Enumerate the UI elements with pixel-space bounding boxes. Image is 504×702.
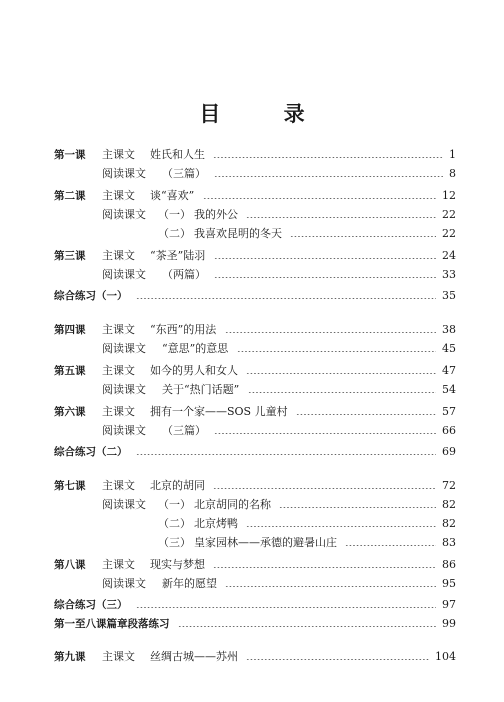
leader-dots — [248, 392, 436, 393]
page-number: 1 — [449, 148, 456, 161]
toc-entry[interactable] — [0, 445, 504, 459]
toc-entry[interactable] — [0, 479, 504, 493]
text-type-label: 阅读课文 — [102, 268, 146, 281]
page-number: 8 — [449, 167, 456, 180]
page-title: 目 录 — [199, 102, 333, 126]
entry-title: 我喜欢昆明的冬天 — [194, 227, 282, 240]
toc-entry[interactable] — [0, 167, 504, 181]
text-type-label: 阅读课文 — [102, 383, 146, 396]
page-number: 95 — [442, 577, 456, 590]
lesson-label: 第三课 — [54, 250, 86, 262]
entry-title: 现实与梦想 — [150, 558, 205, 571]
entry-title: 北京胡同的名称 — [194, 498, 271, 511]
text-type-label: 阅读课文 — [102, 208, 146, 221]
entry-title: 丝绸古城——苏州 — [150, 650, 238, 663]
toc-entry[interactable] — [0, 148, 504, 162]
entry-title: 新年的愿望 — [162, 577, 217, 590]
page-number: 24 — [442, 249, 456, 262]
leader-dots — [214, 176, 443, 177]
lesson-label: 第二课 — [54, 190, 86, 202]
text-type-label: 主课文 — [102, 189, 135, 202]
leader-dots — [136, 298, 436, 299]
text-type-label: 阅读课文 — [102, 577, 146, 590]
page-number: 45 — [442, 342, 456, 355]
lesson-label: 第一课 — [54, 149, 86, 161]
toc-entry[interactable] — [0, 383, 504, 397]
lesson-label: 综合练习（二） — [54, 446, 128, 458]
toc-entry[interactable] — [0, 342, 504, 356]
leader-dots — [246, 373, 436, 374]
entry-title: 皇家园林——承德的避暑山庄 — [194, 536, 337, 549]
toc-entry[interactable] — [0, 617, 504, 631]
sub-index: （一） — [158, 498, 191, 511]
leader-dots — [246, 526, 436, 527]
page-number: 33 — [442, 268, 456, 281]
page-number: 22 — [442, 208, 456, 221]
page-number: 38 — [442, 323, 456, 336]
entry-title: （三篇） — [162, 424, 206, 437]
leader-dots — [214, 277, 436, 278]
toc-entry[interactable] — [0, 208, 504, 222]
leader-dots — [203, 198, 436, 199]
lesson-label: 第九课 — [54, 651, 86, 663]
page-number: 104 — [435, 650, 456, 663]
text-type-label: 主课文 — [102, 323, 135, 336]
leader-dots — [225, 586, 436, 587]
text-type-label: 主课文 — [102, 405, 135, 418]
entry-title: “茶圣”陆羽 — [150, 249, 206, 262]
toc-entry[interactable] — [0, 598, 504, 612]
leader-dots — [290, 236, 436, 237]
page-number: 66 — [442, 424, 456, 437]
toc-entry[interactable] — [0, 650, 504, 664]
entry-title: 谈“喜欢” — [150, 189, 195, 202]
toc-entry[interactable] — [0, 189, 504, 203]
page-number: 47 — [442, 364, 456, 377]
leader-dots — [136, 454, 436, 455]
page-number: 22 — [442, 227, 456, 240]
entry-title: （两篇） — [162, 268, 206, 281]
toc-entry[interactable] — [0, 424, 504, 438]
page-number: 54 — [442, 383, 456, 396]
leader-dots — [213, 157, 443, 158]
leader-dots — [296, 414, 436, 415]
entry-title: 如今的男人和女人 — [150, 364, 238, 377]
page-number: 83 — [442, 536, 456, 549]
page-number: 57 — [442, 405, 456, 418]
toc-entry[interactable] — [0, 517, 504, 531]
leader-dots — [345, 545, 436, 546]
entry-title: 北京的胡同 — [150, 479, 205, 492]
entry-title: “意思”的意思 — [162, 342, 229, 355]
leader-dots — [213, 567, 436, 568]
leader-dots — [246, 217, 436, 218]
toc-entry[interactable] — [0, 577, 504, 591]
page-number: 12 — [442, 189, 456, 202]
toc-entry[interactable] — [0, 289, 504, 303]
lesson-label: 第四课 — [54, 324, 86, 336]
text-type-label: 主课文 — [102, 249, 135, 262]
leader-dots — [178, 626, 436, 627]
sub-index: （二） — [158, 517, 191, 530]
entry-title: “东西”的用法 — [150, 323, 217, 336]
sub-index: （三） — [158, 536, 191, 549]
lesson-label: 综合练习（一） — [54, 290, 128, 302]
text-type-label: 阅读课文 — [102, 424, 146, 437]
entry-title: 关于“热门话题” — [162, 383, 240, 396]
toc-entry[interactable] — [0, 498, 504, 512]
lesson-label: 综合练习（三） — [54, 599, 128, 611]
toc-entry[interactable] — [0, 249, 504, 263]
entry-title: （三篇） — [162, 167, 206, 180]
lesson-label: 第八课 — [54, 559, 86, 571]
toc-entry[interactable] — [0, 323, 504, 337]
page-number: 97 — [442, 598, 456, 611]
toc-entry[interactable] — [0, 405, 504, 419]
page-number: 35 — [442, 289, 456, 302]
toc-entry[interactable] — [0, 558, 504, 572]
toc-entry[interactable] — [0, 268, 504, 282]
text-type-label: 主课文 — [102, 148, 135, 161]
text-type-label: 主课文 — [102, 479, 135, 492]
lesson-label: 第六课 — [54, 406, 86, 418]
text-type-label: 阅读课文 — [102, 167, 146, 180]
lesson-label: 第一至八课篇章段落练习 — [54, 618, 170, 630]
sub-index: （一） — [158, 208, 191, 221]
page-number: 82 — [442, 517, 456, 530]
lesson-label: 第五课 — [54, 365, 86, 377]
text-type-label: 主课文 — [102, 650, 135, 663]
entry-title: 姓氏和人生 — [150, 148, 205, 161]
entry-title: 我的外公 — [194, 208, 238, 221]
text-type-label: 阅读课文 — [102, 498, 146, 511]
page-number: 82 — [442, 498, 456, 511]
text-type-label: 主课文 — [102, 558, 135, 571]
leader-dots — [214, 258, 436, 259]
page-number: 99 — [442, 617, 456, 630]
page-number: 72 — [442, 479, 456, 492]
toc-entry[interactable] — [0, 536, 504, 550]
leader-dots — [237, 351, 436, 352]
sub-index: （二） — [158, 227, 191, 240]
entry-title: 拥有一个家——SOS 儿童村 — [150, 405, 288, 418]
leader-dots — [225, 332, 436, 333]
page-number: 69 — [442, 445, 456, 458]
leader-dots — [214, 433, 436, 434]
text-type-label: 阅读课文 — [102, 342, 146, 355]
leader-dots — [213, 488, 436, 489]
leader-dots — [136, 607, 436, 608]
page-number: 86 — [442, 558, 456, 571]
leader-dots — [279, 507, 436, 508]
entry-title: 北京烤鸭 — [194, 517, 238, 530]
text-type-label: 主课文 — [102, 364, 135, 377]
toc-entry[interactable] — [0, 227, 504, 241]
lesson-label: 第七课 — [54, 480, 86, 492]
leader-dots — [246, 659, 429, 660]
toc-entry[interactable] — [0, 364, 504, 378]
